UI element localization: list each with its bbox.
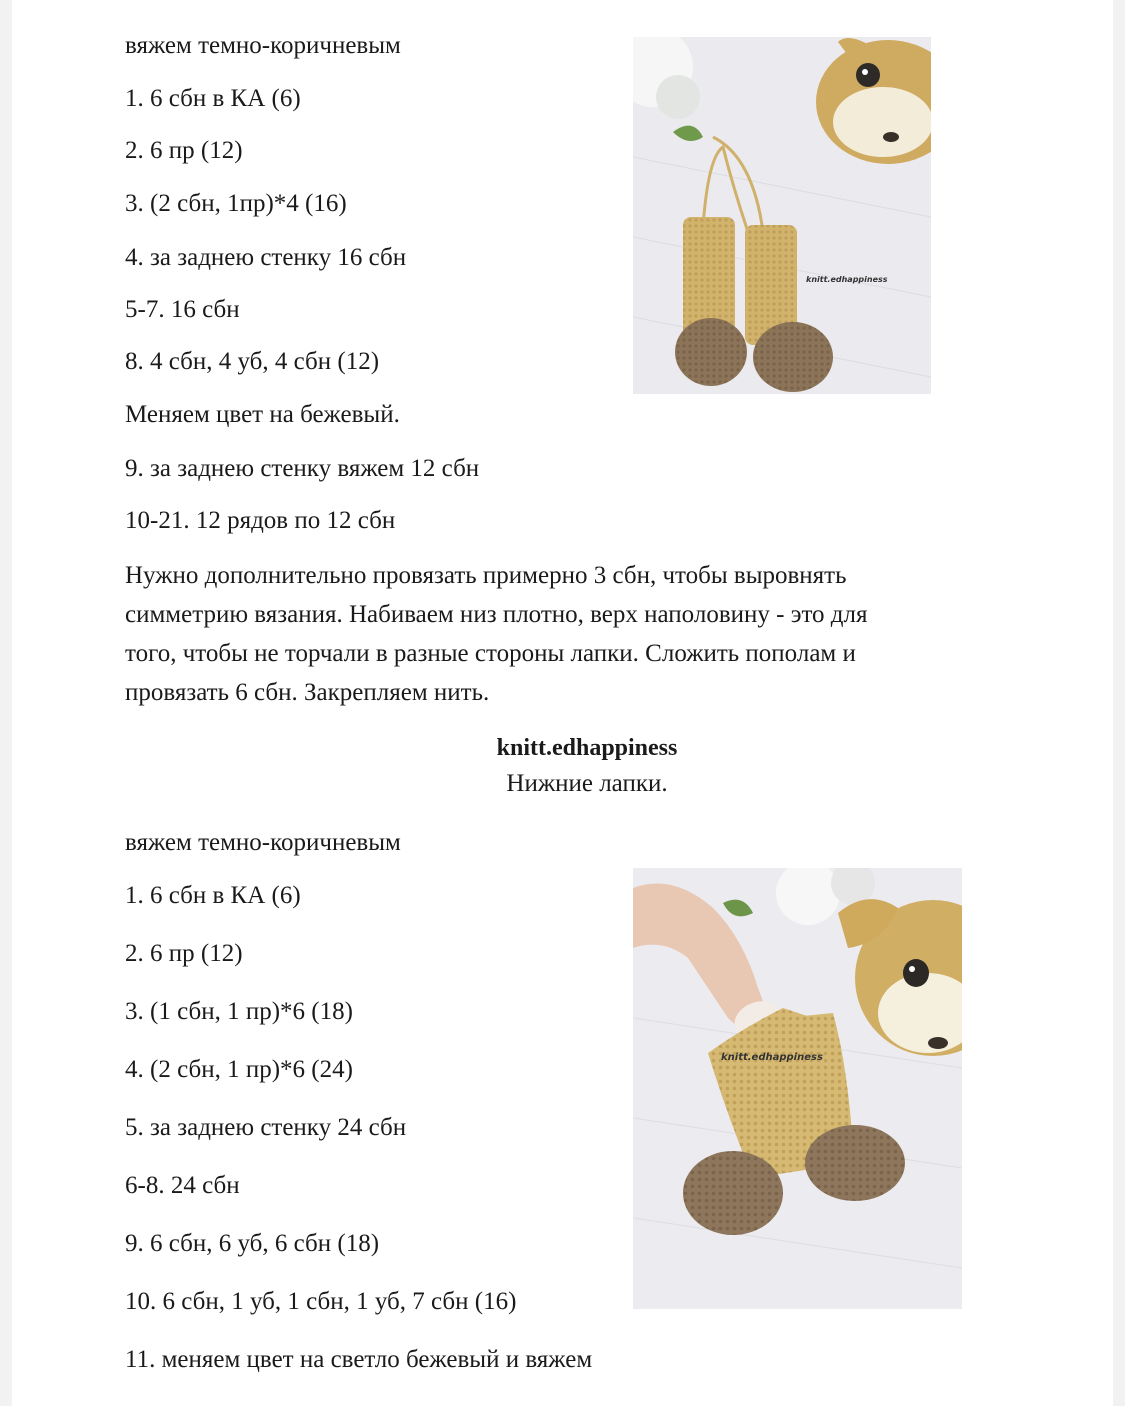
section2-intro: вяжем темно-коричневым xyxy=(125,829,401,856)
photo-watermark: knitt.edhappiness xyxy=(806,275,888,284)
brand-heading: knitt.edhappiness xyxy=(496,735,678,761)
pattern-row: 5. за заднею стенку 24 сбн xyxy=(125,1114,407,1141)
color-change-note: Меняем цвет на бежевый. xyxy=(125,401,400,428)
pattern-row: 9. за заднею стенку вяжем 12 сбн xyxy=(125,455,480,482)
pattern-row: 5-7. 16 сбн xyxy=(125,296,240,323)
pattern-row: 10. 6 сбн, 1 уб, 1 сбн, 1 уб, 7 сбн (16) xyxy=(125,1288,517,1315)
pattern-row: 4. за заднею стенку 16 сбн xyxy=(125,244,407,271)
pattern-row: 11. меняем цвет на светло бежевый и вяжем xyxy=(125,1346,593,1373)
pattern-row: 3. (2 сбн, 1пр)*4 (16) xyxy=(125,190,347,217)
pattern-row: 1. 6 сбн в КА (6) xyxy=(125,882,301,909)
pattern-row: 9. 6 сбн, 6 уб, 6 сбн (18) xyxy=(125,1230,380,1257)
pattern-row: 2. 6 пр (12) xyxy=(125,137,243,164)
pattern-row: 2. 6 пр (12) xyxy=(125,940,243,967)
pattern-row: 10-21. 12 рядов по 12 сбн xyxy=(125,507,396,534)
section-title: Нижние лапки. xyxy=(506,770,668,797)
pattern-row: 3. (1 сбн, 1 пр)*6 (18) xyxy=(125,998,353,1025)
assembly-note: Нужно дополнительно провязать примерно 3 сбн, чтобы выровнять симметрию вязания. Набиваем низ плотно, верх наполовину - это для того, чтобы не торчали в разные стороны лапки. Сложить пополам и провязать 6 сбн. Закрепляем нить. xyxy=(125,562,868,706)
pattern-row: 4. (2 сбн, 1 пр)*6 (24) xyxy=(125,1056,353,1083)
pattern-row: 6-8. 24 сбн xyxy=(125,1172,240,1199)
arms-photo xyxy=(633,37,931,394)
pattern-row: 8. 4 сбн, 4 уб, 4 сбн (12) xyxy=(125,348,380,375)
photo-watermark: knitt.edhappiness xyxy=(721,1052,823,1063)
legs-photo xyxy=(633,868,962,1309)
pattern-row: 1. 6 сбн в КА (6) xyxy=(125,85,301,112)
section1-intro: вяжем темно-коричневым xyxy=(125,32,401,59)
document-page xyxy=(12,0,1113,1406)
